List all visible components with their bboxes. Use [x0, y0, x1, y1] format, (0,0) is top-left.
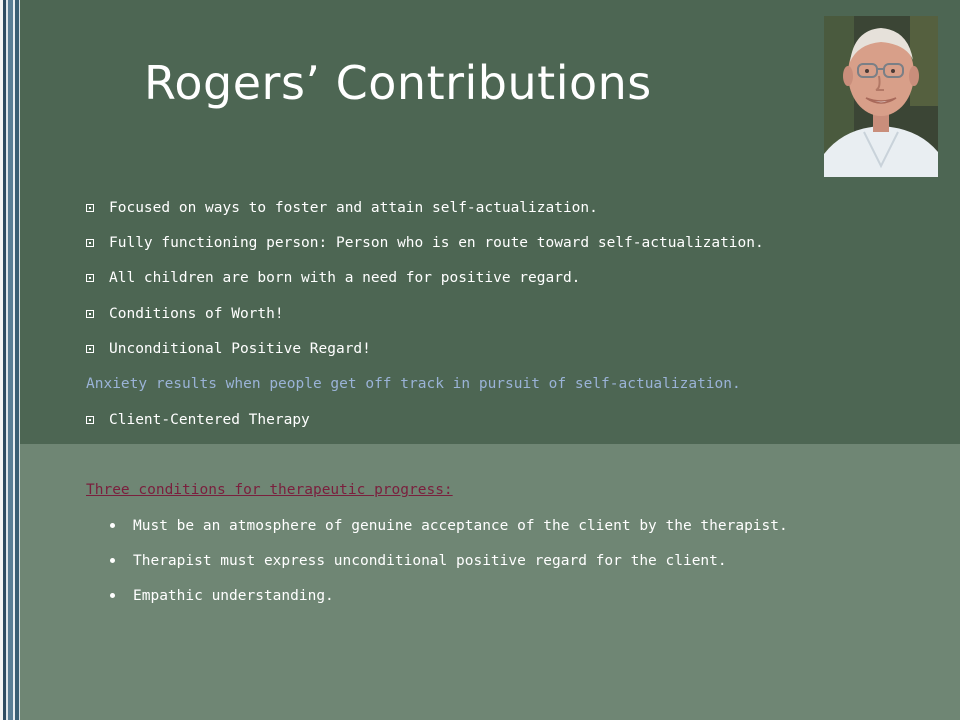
square-bullet-icon [86, 310, 94, 318]
round-bullet-icon [110, 558, 115, 563]
square-bullet-icon [86, 239, 94, 247]
bullet-text: All children are born with a need for positive regard. [109, 270, 581, 286]
bullet-text: Fully functioning person: Person who is en route toward self-actualization. [109, 235, 764, 251]
round-bullet-icon [110, 523, 115, 528]
bullet-text: Focused on ways to foster and attain self-actualization. [109, 200, 598, 216]
condition-item: Empathic understanding. [133, 588, 334, 604]
square-bullet-icon [86, 274, 94, 282]
bullet-text: Conditions of Worth! [109, 306, 284, 322]
square-bullet-icon [86, 345, 94, 353]
condition-item: Must be an atmosphere of genuine acceptance of the client by the therapist. [133, 518, 788, 534]
square-bullet-icon [86, 416, 94, 424]
condition-item: Therapist must express unconditional positive regard for the client. [133, 553, 727, 569]
edge-stripe [19, 0, 20, 720]
bullet-text: Client-Centered Therapy [109, 412, 310, 428]
square-bullet-icon [86, 204, 94, 212]
portrait-photo-icon [824, 16, 938, 177]
slide-title: Rogers’ Contributions [144, 56, 652, 110]
bullet-text: Unconditional Positive Regard! [109, 341, 371, 357]
portrait-photo [824, 16, 938, 177]
anxiety-note: Anxiety results when people get off track in pursuit of self-actualization. [86, 376, 741, 392]
round-bullet-icon [110, 593, 115, 598]
conditions-heading: Three conditions for therapeutic progress: [86, 482, 453, 498]
